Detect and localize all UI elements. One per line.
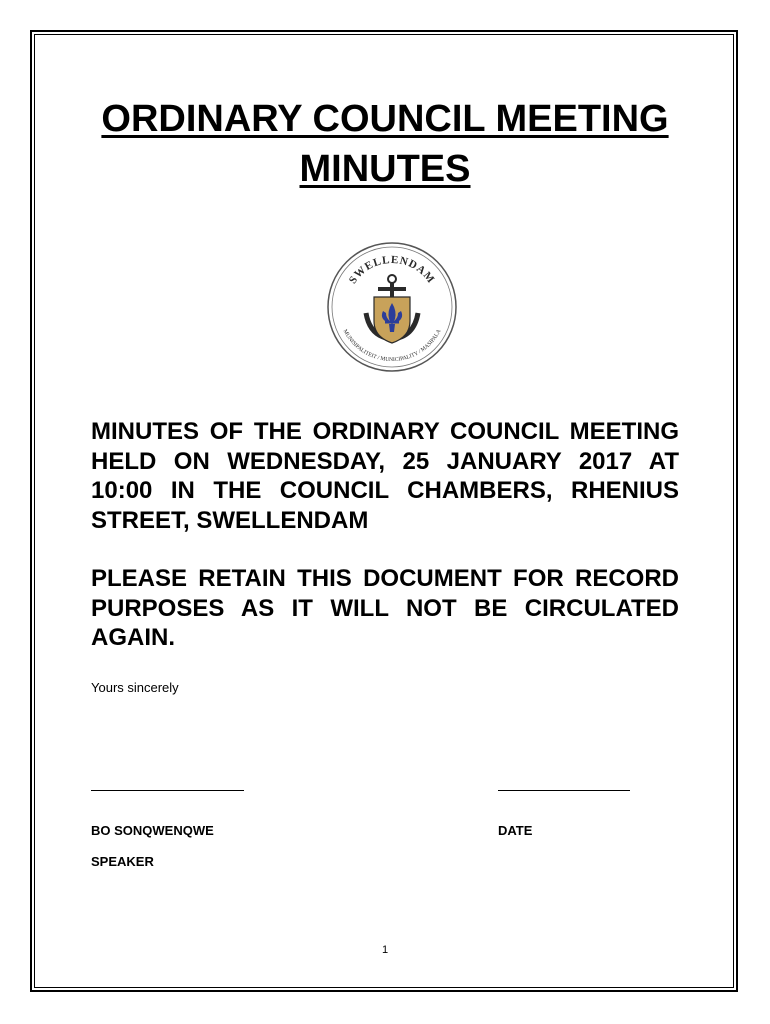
meeting-details-paragraph: MINUTES OF THE ORDINARY COUNCIL MEETING HELD ON WEDNESDAY, 25 JANUARY 2017 AT 10:00 IN THE COUNCIL CHAMBERS, RHENIUS STREET, SWELLENDAM (91, 418, 679, 534)
closing-salutation: Yours sincerely (91, 680, 179, 695)
signatory-role: SPEAKER (91, 854, 154, 869)
signatory-name: BO SONQWENQWE (91, 823, 214, 838)
seal-arc-text: SWELLENDAM (346, 253, 438, 287)
retention-notice-paragraph: PLEASE RETAIN THIS DOCUMENT FOR RECORD PURPOSES AS IT WILL NOT BE CIRCULATED AGAIN. (91, 565, 679, 651)
swellendam-municipal-seal (326, 241, 458, 373)
document-title (40, 94, 730, 194)
page-number: 1 (381, 944, 389, 956)
date-label: DATE (498, 823, 533, 838)
title-line-1: ORDINARY COUNCIL MEETING (101, 98, 669, 140)
seal-ring-text: MUNISIPALITEIT / MUNICIPALITY / MASIPALA (341, 328, 443, 364)
signature-line (91, 790, 244, 792)
date-line (498, 790, 630, 792)
title-line-2: MINUTES (299, 148, 471, 190)
